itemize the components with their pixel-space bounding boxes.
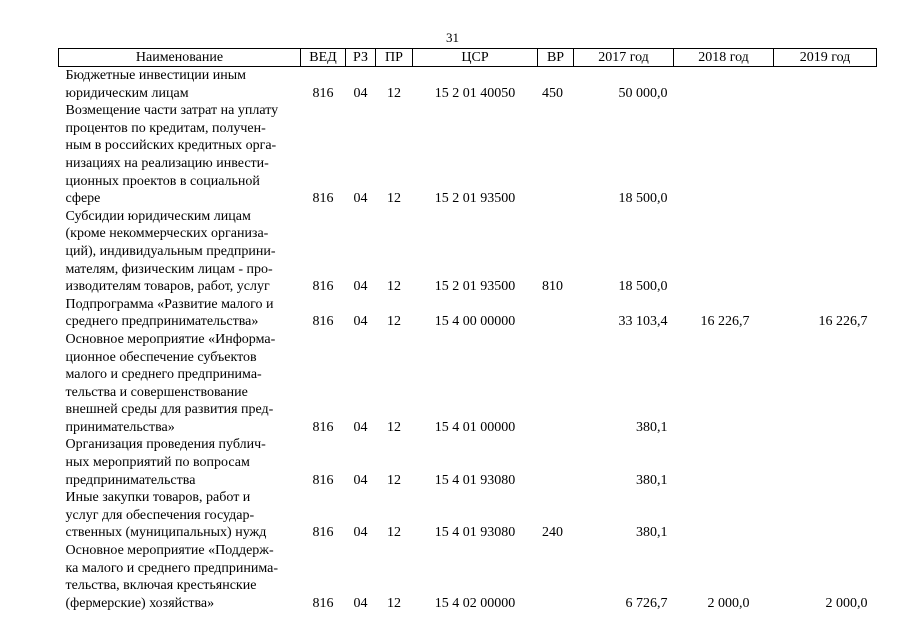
- table-row: [59, 489, 877, 542]
- cell-2017: 18 500,0: [618, 279, 668, 295]
- cell-name: [59, 542, 301, 612]
- table-row: [59, 436, 877, 489]
- cell-rz: 04: [353, 595, 368, 611]
- cell-pr: 12: [387, 419, 401, 435]
- cell-2017: 380,1: [636, 525, 668, 541]
- cell-vr: [538, 331, 574, 437]
- cell-name: [59, 331, 301, 437]
- name-line: сфере: [65, 191, 101, 207]
- col-header-2018: 2018 год: [674, 49, 774, 67]
- cell-ved: 816: [312, 279, 334, 295]
- table-row: [59, 67, 877, 103]
- name-line: юридическим лицам: [65, 85, 189, 101]
- cell-csr: 15 4 02 00000: [434, 595, 516, 611]
- cell-2019: 2 000,0: [825, 595, 868, 611]
- cell-rz: 04: [353, 314, 368, 330]
- table-row: [59, 208, 877, 296]
- cell-pr: 12: [387, 314, 401, 330]
- cell-name: [59, 296, 301, 331]
- table-row: [59, 542, 877, 612]
- table-row: [59, 296, 877, 331]
- name-line: мателям, физическим лицам - про-: [65, 261, 273, 277]
- cell-2018: [674, 208, 774, 296]
- cell-vr: [538, 296, 574, 331]
- cell-2019: [774, 331, 877, 437]
- cell-csr: 15 2 01 40050: [434, 85, 516, 101]
- cell-rz: 04: [353, 279, 368, 295]
- name-line: Бюджетные инвестиции иным: [65, 68, 246, 83]
- name-line: ций), индивидуальным предприни-: [65, 243, 276, 259]
- cell-vr: 450: [542, 85, 563, 101]
- table-body: [59, 67, 877, 613]
- cell-csr: 15 4 01 93080: [434, 525, 516, 541]
- table-row: [59, 102, 877, 208]
- cell-pr: 12: [387, 85, 401, 101]
- name-line: Иные закупки товаров, работ и: [65, 490, 251, 506]
- cell-2019: [774, 208, 877, 296]
- cell-name: [59, 436, 301, 489]
- cell-pr: 12: [387, 525, 401, 541]
- name-line: ционных проектов в социальной: [65, 173, 260, 189]
- cell-name: [59, 67, 301, 103]
- budget-table: [58, 48, 877, 612]
- cell-2018: [674, 489, 774, 542]
- name-line: низациях на реализацию инвести-: [65, 155, 269, 171]
- cell-ved: 816: [312, 191, 334, 207]
- name-line: (фермерские) хозяйства»: [65, 595, 215, 611]
- cell-2017: 18 500,0: [618, 191, 668, 207]
- cell-csr: 15 4 00 00000: [434, 314, 516, 330]
- cell-2017: 380,1: [636, 419, 668, 435]
- name-line: ственных (муниципальных) нужд: [65, 525, 267, 541]
- cell-2017: 380,1: [636, 472, 668, 488]
- cell-name: [59, 102, 301, 208]
- cell-vr: 240: [542, 525, 563, 541]
- cell-ved: 816: [312, 525, 334, 541]
- table-row: [59, 331, 877, 437]
- name-line: ционное обеспечение субъектов: [65, 349, 257, 365]
- name-line: Организация проведения публич-: [65, 437, 266, 453]
- name-line: тельства и совершенствование: [65, 384, 248, 400]
- name-line: внешней среды для развития пред-: [65, 402, 274, 418]
- cell-2019: [774, 102, 877, 208]
- name-line: ных мероприятий по вопросам: [65, 455, 250, 471]
- cell-2019: 16 226,7: [818, 314, 868, 330]
- cell-pr: 12: [387, 191, 401, 207]
- cell-2018: 2 000,0: [707, 595, 750, 611]
- table-header-row: [59, 49, 877, 67]
- cell-2019: [774, 489, 877, 542]
- cell-2017: 50 000,0: [618, 85, 668, 101]
- cell-csr: 15 4 01 00000: [434, 419, 516, 435]
- name-line: принимательства»: [65, 419, 175, 435]
- cell-name: [59, 208, 301, 296]
- name-line: среднего предпринимательства»: [65, 314, 259, 330]
- col-header-pr: ПР: [376, 49, 413, 67]
- col-header-ved: ВЕД: [301, 49, 346, 67]
- cell-pr: 12: [387, 472, 401, 488]
- cell-csr: 15 2 01 93500: [434, 191, 516, 207]
- cell-2019: [774, 436, 877, 489]
- cell-vr: [538, 436, 574, 489]
- cell-rz: 04: [353, 472, 368, 488]
- cell-rz: 04: [353, 85, 368, 101]
- cell-ved: 816: [312, 472, 334, 488]
- cell-ved: 816: [312, 419, 334, 435]
- col-header-2019: 2019 год: [774, 49, 877, 67]
- cell-rz: 04: [353, 419, 368, 435]
- cell-2018: [674, 436, 774, 489]
- name-line: (кроме некоммерческих организа-: [65, 226, 269, 242]
- col-header-2017: 2017 год: [574, 49, 674, 67]
- col-header-rz: РЗ: [346, 49, 376, 67]
- name-line: ка малого и среднего предпринима-: [65, 560, 278, 576]
- name-line: изводителям товаров, работ, услуг: [65, 279, 270, 295]
- name-line: Основное мероприятие «Информа-: [65, 331, 276, 347]
- cell-csr: 15 4 01 93080: [434, 472, 516, 488]
- name-line: услуг для обеспечения государ-: [65, 507, 255, 523]
- name-line: Субсидии юридическим лицам: [65, 208, 251, 224]
- cell-rz: 04: [353, 191, 368, 207]
- cell-2019: [774, 67, 877, 103]
- cell-2017: 6 726,7: [625, 595, 668, 611]
- cell-vr: 810: [542, 279, 563, 295]
- cell-2018: [674, 331, 774, 437]
- cell-pr: 12: [387, 595, 401, 611]
- cell-csr: 15 2 01 93500: [434, 279, 516, 295]
- col-header-name: Наименование: [59, 49, 301, 67]
- cell-pr: 12: [387, 279, 401, 295]
- cell-2018: [674, 67, 774, 103]
- name-line: тельства, включая крестьянские: [65, 578, 257, 594]
- name-line: Подпрограмма «Развитие малого и: [65, 296, 274, 312]
- name-line: Основное мероприятие «Поддерж-: [65, 543, 274, 559]
- name-line: предпринимательства: [65, 472, 196, 488]
- cell-name: [59, 489, 301, 542]
- name-line: ным в российских кредитных орга-: [65, 138, 277, 154]
- name-line: процентов по кредитам, получен-: [65, 120, 266, 136]
- cell-ved: 816: [312, 595, 334, 611]
- name-line: Возмещение части затрат на уплату: [65, 103, 279, 119]
- cell-2018: [674, 102, 774, 208]
- col-header-csr: ЦСР: [413, 49, 538, 67]
- cell-ved: 816: [312, 314, 334, 330]
- page-number: 31: [446, 30, 459, 45]
- name-line: малого и среднего предпринима-: [65, 367, 262, 383]
- cell-2018: 16 226,7: [700, 314, 750, 330]
- cell-ved: 816: [312, 85, 334, 101]
- cell-vr: [538, 102, 574, 208]
- cell-rz: 04: [353, 525, 368, 541]
- col-header-vr: ВР: [538, 49, 574, 67]
- cell-vr: [538, 542, 574, 612]
- cell-2017: 33 103,4: [618, 314, 668, 330]
